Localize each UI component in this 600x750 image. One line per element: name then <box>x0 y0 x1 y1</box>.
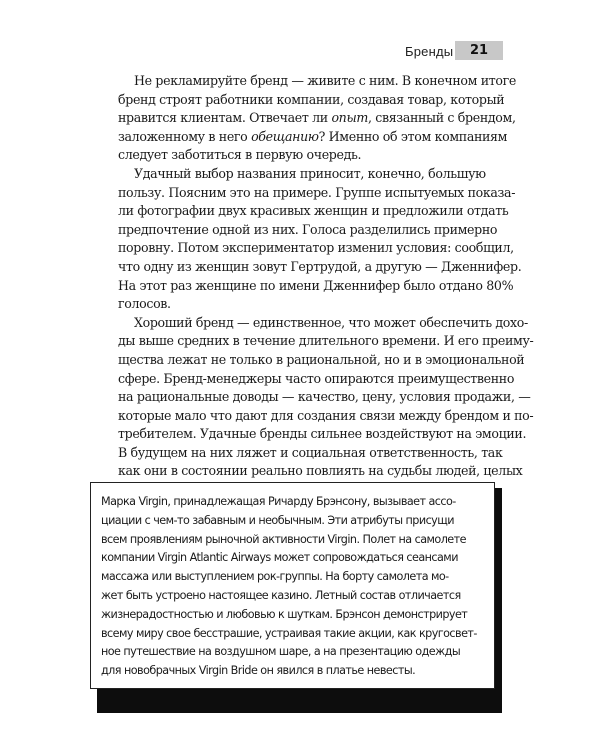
body-text <box>102 72 534 500</box>
sidebar-line: компании Virgin Atlantic Airways может сопровождаться сеансами <box>101 551 458 565</box>
italic-word: опыт <box>331 110 368 126</box>
text-line: поровну. Потом экспериментатор изменил условия: сообщил, <box>118 240 514 256</box>
text-line: На этот раз женщине по имени Дженнифер было отдано 80% <box>118 277 514 293</box>
text-line: Хороший бренд — единственное, что может обеспечить дохо- <box>134 314 528 330</box>
text-line: голосов. <box>118 296 171 312</box>
text-line: Не рекламируйте бренд — живите с ним. В конечном итоге <box>134 73 516 88</box>
sidebar-box <box>90 482 495 689</box>
sidebar-line: циации с чем-то забавным и необычным. Эти атрибуты присущи <box>101 513 454 527</box>
page-number: 21 <box>455 41 503 60</box>
text-line: требителем. Удачные бренды сильнее воздействуют на эмоции. <box>118 426 527 442</box>
text-line: нравится клиентам. Отвечает ли опыт, связанный с брендом, <box>118 110 516 126</box>
paragraph-3 <box>102 314 534 500</box>
text-line: Удачный выбор названия приносит, конечно, большую <box>134 165 486 181</box>
text-line: пользу. Поясним это на примере. Группе испытуемых показа- <box>118 184 516 200</box>
running-header-title: Бренды <box>405 44 454 59</box>
text-line: сфере. Бренд-менеджеры часто опираются преимущественно <box>118 370 515 386</box>
sidebar-line: всем проявлениям рыночной активности Virgin. Полет на самолете <box>101 532 466 546</box>
text-line: заложенному в него обещанию? Именно об этом компаниям <box>118 128 508 144</box>
paragraph-2 <box>102 165 522 314</box>
sidebar-line: жет быть устроено настоящее казино. Летный состав отличается <box>101 588 461 602</box>
text-line: В будущем на них ляжет и социальная ответственность, так <box>118 444 503 460</box>
text-line: бренд строят работники компании, создавая товар, который <box>118 91 505 107</box>
sidebar-line: Марка Virgin, принадлежащая Ричарду Брэнсону, вызывает ассо- <box>101 495 456 508</box>
text-line: следует заботиться в первую очередь. <box>118 147 362 163</box>
sidebar-line: массажа или выступлением рок-группы. На борту самолета мо- <box>101 570 449 584</box>
text-line: предпочтение одной из них. Голоса разделились примерно <box>118 221 498 237</box>
italic-word: обещанию <box>251 128 319 144</box>
paragraph-1 <box>102 72 516 165</box>
sidebar-line: жизнерадостностью и любовью к шуткам. Брэнсон демонстрирует <box>101 607 468 621</box>
text-line: щества лежат не только в рациональной, но и в эмоциональной <box>118 351 525 367</box>
text-line: которые мало что дают для создания связи между брендом и по- <box>118 407 534 423</box>
text-line: ли фотографии двух красивых женщин и предложили отдать <box>118 203 509 219</box>
sidebar-line: всему миру свое бесстрашие, устраивая такие акции, как кругосвет- <box>101 626 477 640</box>
text-line: на рациональные доводы — качество, цену, условия продажи, — <box>118 389 531 405</box>
sidebar-line: для новобрачных Virgin Bride он явился в платье невесты. <box>101 664 416 678</box>
text-line: ды выше средних в течение длительного времени. И его преиму- <box>118 333 534 349</box>
text-line: как они в состоянии реально повлиять на судьбы людей, целых <box>118 463 523 479</box>
sidebar-line: ное путешествие на воздушном шаре, а на презентацию одежды <box>101 645 461 659</box>
text-line: что одну из женщин зовут Гертрудой, а другую — Дженнифер. <box>118 258 522 274</box>
